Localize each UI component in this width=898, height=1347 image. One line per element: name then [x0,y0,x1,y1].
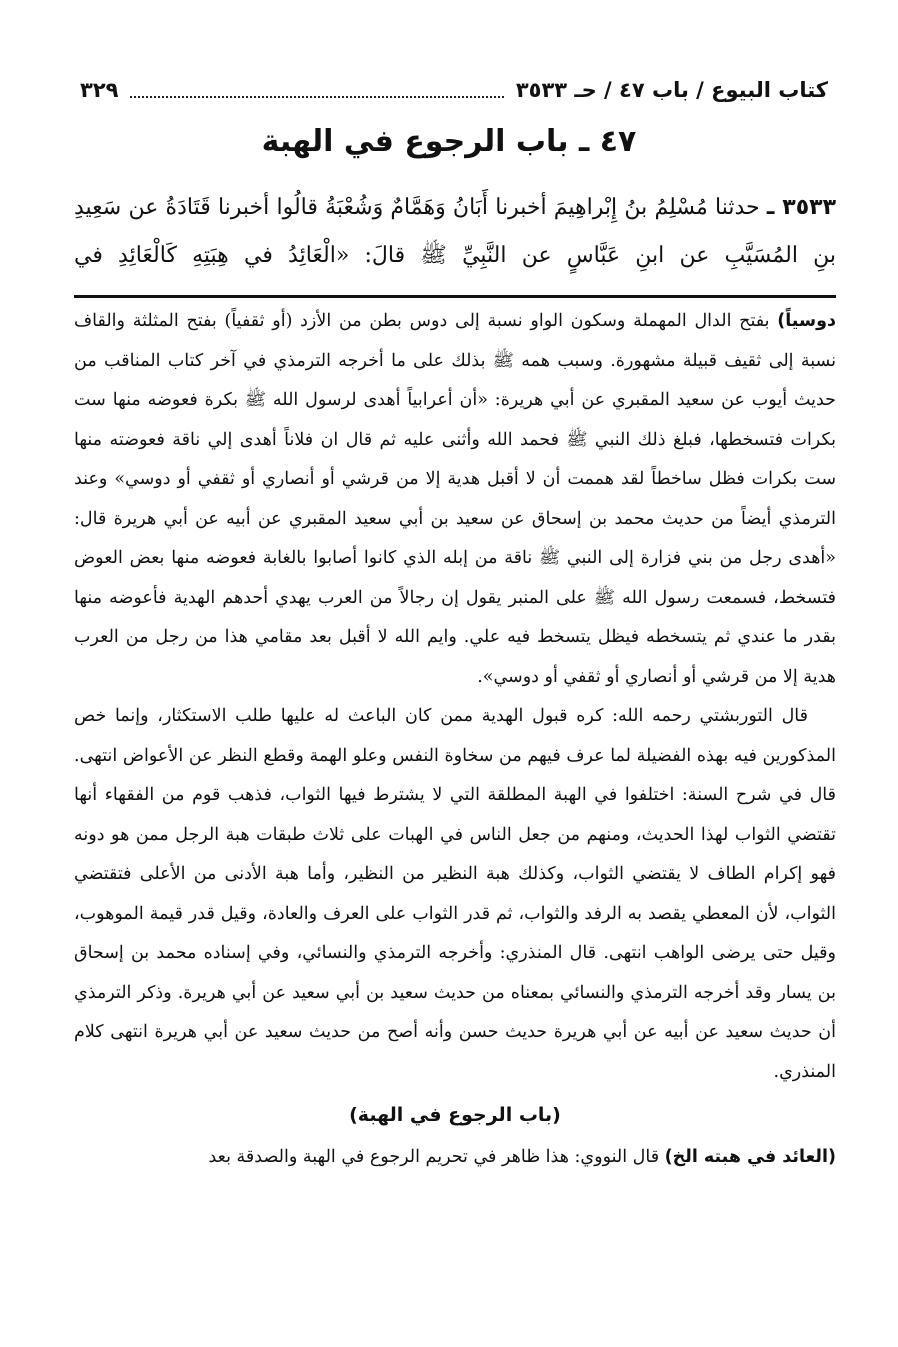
chapter-title: ٤٧ ـ باب الرجوع في الهبة [261,124,637,159]
footnote-separator [74,295,836,298]
running-header [80,70,828,110]
commentary-paragraph-1 [74,302,836,697]
commentary-lemma-3: (العائد في هبته الخ) [664,1147,836,1167]
leader-dots [130,82,503,98]
commentary-paragraph-2 [74,697,836,1092]
hadith-text: حدثنا مُسْلِمُ بنُ إِبْراهِيمَ أخبرنا أَبَانُ وَهَمَّامٌ وَشُعْبَةُ قالُوا أخبرنا قَتَادَةُ عن سَعِيدِ بنِ المُسَيَّبِ عن ابنِ عَبَّاسٍ عن النَّبِيِّ ﷺ قالَ: «الْعَائِدُ في هِبَتِهِ كَالْعَائِدِ في [74,195,836,268]
hadith-text-block [74,184,836,280]
commentary-lemma-1: دوسياً) [777,311,836,331]
running-title: كتاب البيوع / باب ٤٧ / حـ ٣٥٣٣ [515,78,828,102]
commentary-paragraph-3 [74,1138,836,1178]
commentary-text-2: قال التوربشتي رحمه الله: كره قبول الهدية ممن كان الباعث له عليها طلب الاستكثار، وإنما خص المذكورين فيه بهذه الفضيلة لما عرف فيهم من سخاوة النفس وعلو الهمة وقطع النظر عن الأعواض انتهى. قال في شرح السنة: اختلفوا في الهبة المطلقة التي لا يشترط فيها الثواب، فذهب قوم من الفقهاء أنها تقتضي الثواب لهذا الحديث، ومنهم من جعل الناس في الهبات على ثلاث طبقات هبة الرجل ممن هو دونه فهو إكرام الطاف لا يقتضي الثواب، وكذلك هبة النظير من النظير، وأما هبة الأدنى من الأعلى فتقتضي الثواب، لأن المعطي يقصد به الرفد والثواب، ثم قدر الثواب على العرف والعادة، وقيل قدر قيمة الموهوب، وقيل حتى يرضى الواهب انتهى. قال المنذري: وأخرجه الترمذي والنسائي، وفي إسناده محمد بن إسحاق بن يسار وقد أخرجه الترمذي والنسائي بمعناه من حديث سعيد بن أبي سعيد عن أبي هريرة. وذكر الترمذي أن حديث سعيد عن أبيه عن أبي هريرة حديث حسن وأنه أصح من حديث سعيد عن أبي هريرة انتهى كلام المنذري. [74,706,836,1082]
commentary-subheading: (باب الرجوع في الهبة) [349,1104,561,1126]
commentary-block [74,302,836,1178]
commentary-text-1: بفتح الدال المهملة وسكون الواو نسبة إلى دوس بطن من الأزد (أو ثقفياً) بفتح المثلثة والقاف نسبة إلى ثقيف قبيلة مشهورة. وسبب همه ﷺ بذلك على ما أخرجه الترمذي في آخر كتاب المناقب من حديث أيوب عن سعيد المقبري عن أبي هريرة: «أن أعرابياً أهدى لرسول الله ﷺ بكرة فعوضه منها ست بكرات فتسخطها، فبلغ ذلك النبي ﷺ فحمد الله وأثنى عليه ثم قال ان فلاناً أهدى إلي ناقة فعوضته منها ست بكرات فظل ساخطاً لقد هممت أن لا أقبل هدية إلا من قرشي أو أنصاري أو ثقفي أو دوسي» وعند الترمذي أيضاً من حديث محمد بن إسحاق عن سعيد بن أبي سعيد المقبري عن أبيه عن أبي هريرة قال: «أهدى رجل من بني فزارة إلى النبي ﷺ ناقة من إبله الذي كانوا أصابوا بالغابة فعوضه منها بعض العوض فتسخط، فسمعت رسول الله ﷺ على المنبر يقول إن رجالاً من العرب يهدي أحدهم الهدية فأعوضه منها بقدر ما عندي ثم يتسخطه فيظل يتسخط فيه علي. وايم الله لا أقبل بعد مقامي هذا من رجل من العرب هدية إلا من قرشي أو أنصاري أو ثقفي أو دوسي». [74,311,836,687]
page-number: ٣٢٩ [80,78,119,102]
commentary-text-3: قال النووي: هذا ظاهر في تحريم الرجوع في الهبة والصدقة بعد [208,1147,660,1167]
hadith-paragraph [74,184,836,280]
hadith-number: ٣٥٣٣ ـ [766,195,836,220]
